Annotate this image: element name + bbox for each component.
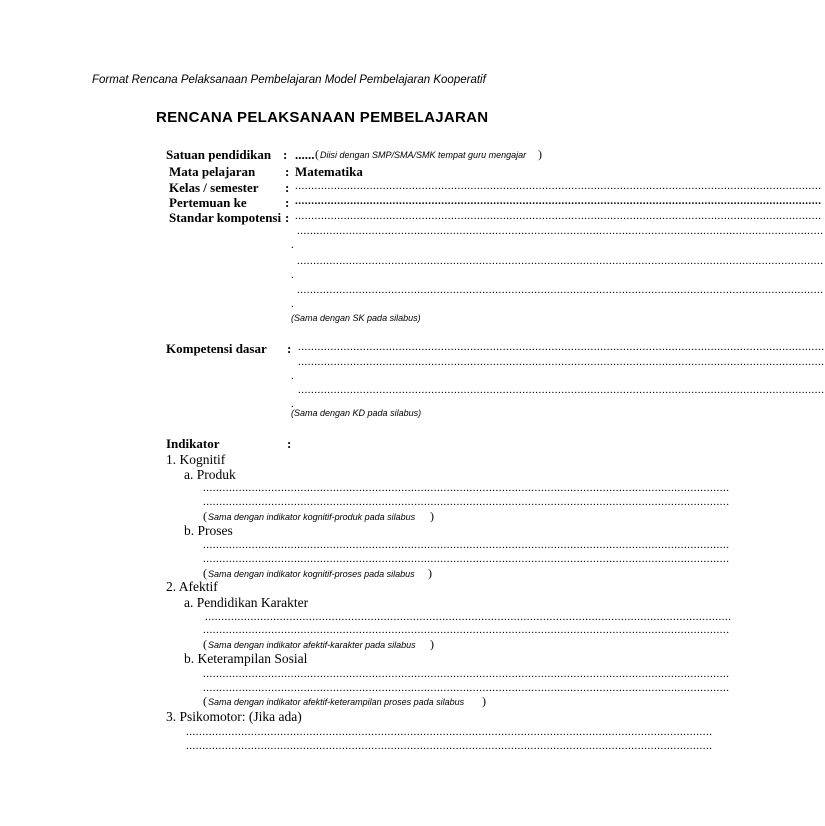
kd-dots-1: .................................................................................................................................................................. bbox=[298, 341, 825, 353]
proses-dots-2: .................................................................................................................................................................. bbox=[203, 553, 730, 565]
sk-note: (Sama dengan SK pada silabus) bbox=[291, 313, 421, 323]
produk-dots-1: .................................................................................................................................................................. bbox=[203, 482, 730, 494]
close-paren: ) bbox=[430, 637, 434, 651]
kd-note: (Sama dengan KD pada silabus) bbox=[291, 408, 422, 418]
psikomotor-dots-1: .................................................................................................................................................................. bbox=[186, 726, 713, 738]
karakter-heading: a. Pendidikan Karakter bbox=[184, 595, 309, 610]
standar-kompetensi-label: Standar kompotensi bbox=[169, 210, 282, 225]
sk-dot: . bbox=[291, 298, 295, 310]
colon: : bbox=[285, 164, 290, 179]
close-paren: ) bbox=[482, 694, 486, 708]
produk-dots-2: .................................................................................................................................................................. bbox=[203, 496, 730, 508]
close-paren: ) bbox=[428, 566, 432, 580]
mata-pelajaran-value: Matematika bbox=[295, 164, 363, 179]
open-paren: ( bbox=[203, 509, 207, 523]
karakter-dots-1: .................................................................................................................................................................. bbox=[205, 611, 732, 623]
sk-dot: . bbox=[291, 239, 295, 251]
kelas-dots: .................................................................................................................................................................. bbox=[295, 180, 822, 192]
sk-dots-1: .................................................................................................................................................................. bbox=[295, 210, 822, 222]
karakter-note: Sama dengan indikator afektif-karakter pada silabus bbox=[208, 640, 416, 650]
colon: : bbox=[285, 180, 290, 195]
kelas-semester-label: Kelas / semester bbox=[169, 180, 259, 195]
sosial-dots-1: .................................................................................................................................................................. bbox=[203, 668, 730, 680]
kognitif-heading: 1. Kognitif bbox=[166, 452, 226, 467]
satuan-pendidikan-label: Satuan pendidikan bbox=[166, 147, 272, 162]
kd-dot: . bbox=[291, 398, 295, 410]
pertemuan-label: Pertemuan ke bbox=[169, 195, 247, 210]
sk-dots-2: .................................................................................................................................................................. bbox=[297, 225, 824, 237]
indikator-label: Indikator bbox=[166, 436, 220, 451]
proses-note: Sama dengan indikator kognitif-proses pada silabus bbox=[208, 569, 415, 579]
colon: : bbox=[283, 147, 288, 162]
colon: : bbox=[287, 341, 292, 356]
satuan-note: Diisi dengan SMP/SMA/SMK tempat guru mengajar bbox=[320, 150, 527, 160]
colon: : bbox=[285, 210, 290, 225]
open-paren: ( bbox=[315, 147, 319, 161]
pertemuan-dots: .................................................................................................................................................................. bbox=[295, 195, 822, 207]
psikomotor-heading: 3. Psikomotor: (Jika ada) bbox=[166, 709, 302, 724]
kd-dot: . bbox=[291, 370, 295, 382]
satuan-dots: ...... bbox=[295, 147, 315, 162]
colon: : bbox=[287, 436, 292, 451]
close-paren: ) bbox=[430, 509, 434, 523]
open-paren: ( bbox=[203, 566, 207, 580]
sk-dots-4: .................................................................................................................................................................. bbox=[297, 284, 824, 296]
kd-dots-3: .................................................................................................................................................................. bbox=[298, 384, 825, 396]
mata-pelajaran-label: Mata pelajaran bbox=[169, 164, 256, 179]
sosial-heading: b. Keterampilan Sosial bbox=[184, 651, 308, 666]
sosial-dots-2: .................................................................................................................................................................. bbox=[203, 682, 730, 694]
open-paren: ( bbox=[203, 694, 207, 708]
kompetensi-dasar-label: Kompetensi dasar bbox=[166, 341, 267, 356]
produk-note: Sama dengan indikator kognitif-produk pada silabus bbox=[208, 512, 416, 522]
psikomotor-dots-2: .................................................................................................................................................................. bbox=[186, 740, 713, 752]
close-paren: ) bbox=[538, 147, 542, 161]
document-title: RENCANA PELAKSANAAN PEMBELAJARAN bbox=[156, 109, 489, 126]
document-subtitle: Format Rencana Pelaksanaan Pembelajaran Model Pembelajaran Kooperatif bbox=[92, 74, 486, 86]
karakter-dots-2: .................................................................................................................................................................. bbox=[203, 624, 730, 636]
afektif-heading: 2. Afektif bbox=[166, 579, 218, 594]
open-paren: ( bbox=[203, 637, 207, 651]
sk-dot: . bbox=[291, 269, 295, 281]
sosial-note: Sama dengan indikator afektif-keterampilan proses pada silabus bbox=[208, 697, 465, 707]
colon: : bbox=[285, 195, 290, 210]
produk-heading: a. Produk bbox=[184, 467, 236, 482]
proses-dots-1: .................................................................................................................................................................. bbox=[203, 539, 730, 551]
kd-dots-2: .................................................................................................................................................................. bbox=[298, 356, 825, 368]
sk-dots-3: .................................................................................................................................................................. bbox=[297, 255, 824, 267]
proses-heading: b. Proses bbox=[184, 523, 233, 538]
